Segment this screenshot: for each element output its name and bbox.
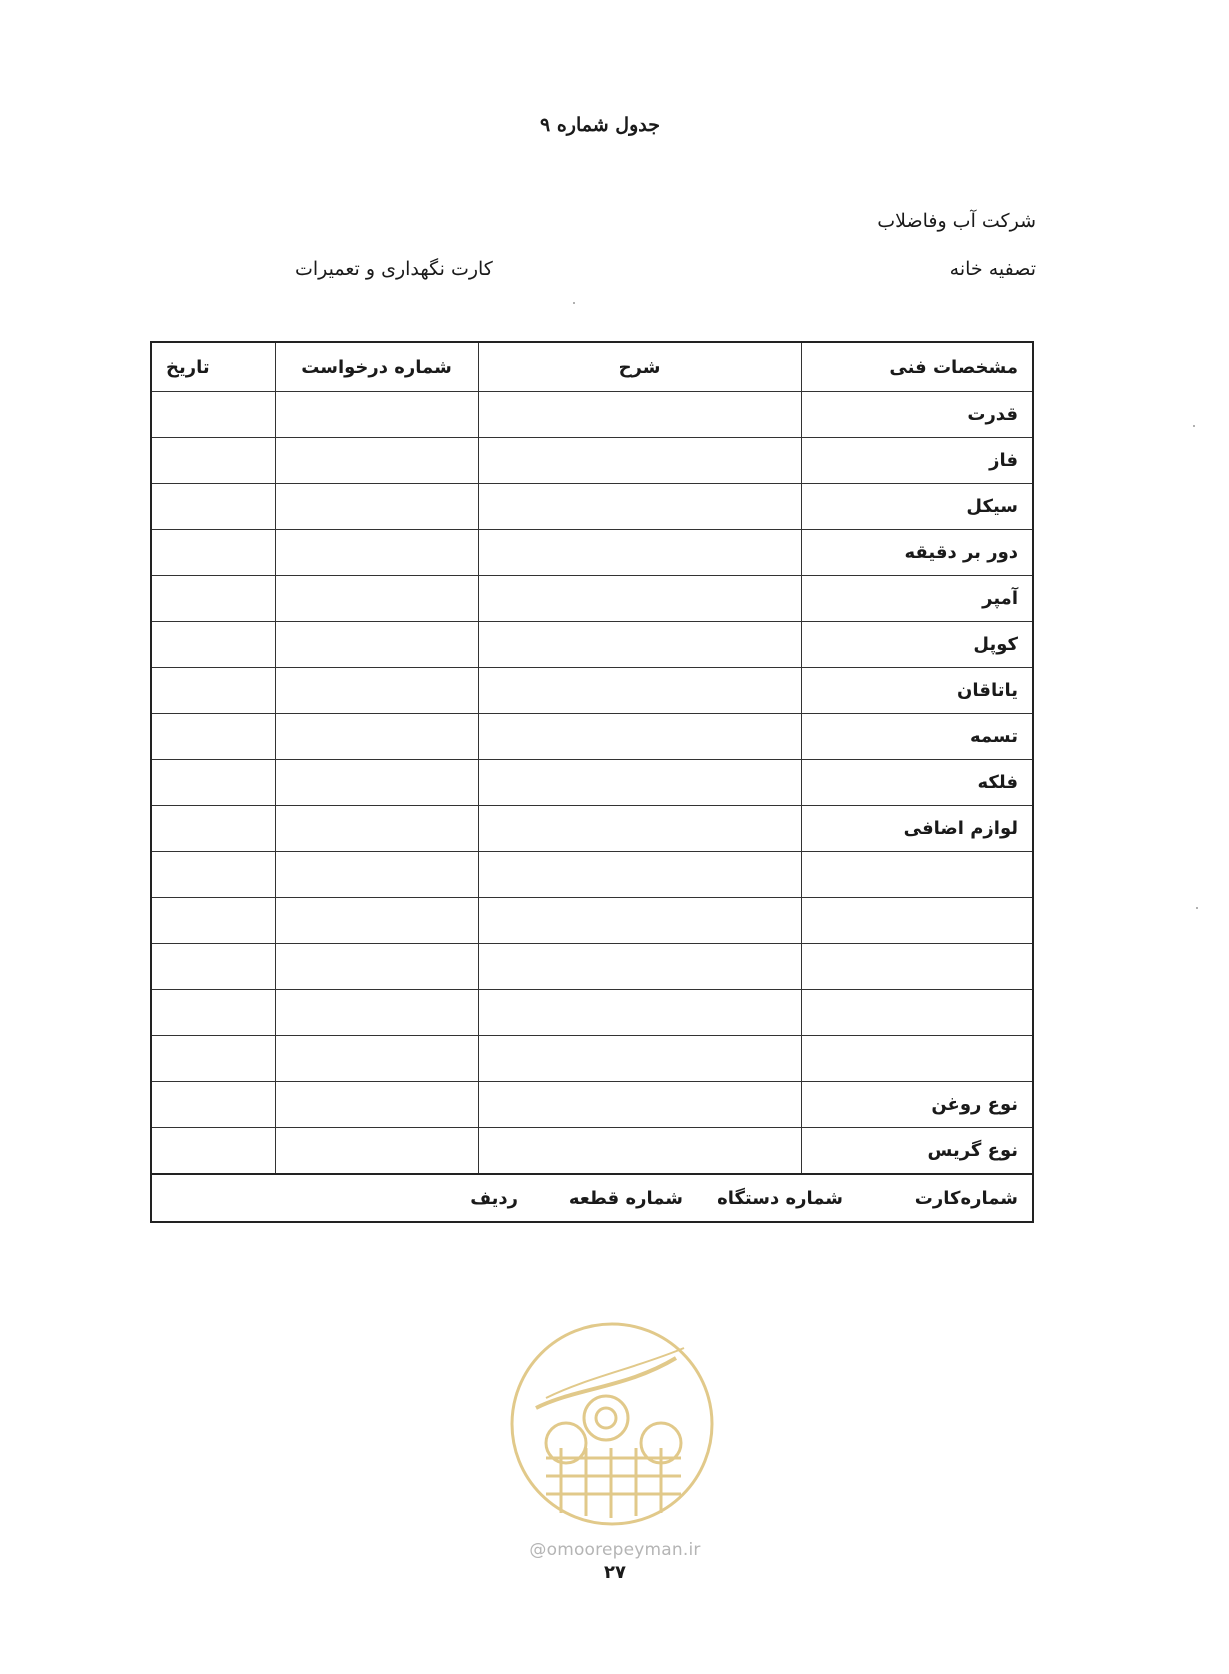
cell-request-number [275,576,478,622]
cell-spec: لوازم اضافی [801,806,1033,852]
card-number-label: شماره‌کارت [914,1187,1018,1209]
cell-date [151,484,275,530]
cell-spec: کوپل [801,622,1033,668]
cell-spec: یاتاقان [801,668,1033,714]
column-header-description: شرح [478,342,801,392]
table-row [151,760,1033,806]
table-row [151,1128,1033,1175]
cell-date [151,576,275,622]
cell-description [478,622,801,668]
cell-request-number [275,622,478,668]
table-body [151,392,1033,1175]
cell-date [151,714,275,760]
omoorepeyman-logo [506,1318,718,1530]
table-row [151,806,1033,852]
cell-date [151,530,275,576]
table-row [151,392,1033,438]
column-header-date: تاریخ [151,342,275,392]
maintenance-card-table [150,341,1034,1223]
table-row [151,852,1033,898]
cell-date [151,392,275,438]
cell-description [478,392,801,438]
cell-date [151,668,275,714]
table-row [151,530,1033,576]
cell-spec: نوع گریس [801,1128,1033,1175]
column-header-specs: مشخصات فنی [801,342,1033,392]
column-header-request-number: شماره درخواست [275,342,478,392]
table-header-row [151,342,1033,392]
cell-request-number [275,1082,478,1128]
part-number-label: شماره قطعه [568,1187,683,1209]
card-title: کارت نگهداری و تعمیرات [295,258,493,280]
cell-description [478,1082,801,1128]
cell-request-number [275,898,478,944]
cell-date [151,622,275,668]
cell-date [151,438,275,484]
cell-request-number [275,1128,478,1175]
company-name: شرکت آب وفاضلاب [877,210,1036,232]
cell-spec: نوع روغن [801,1082,1033,1128]
cell-spec: آمپر [801,576,1033,622]
table-row [151,438,1033,484]
cell-spec [801,944,1033,990]
table-row [151,898,1033,944]
cell-spec: سیکل [801,484,1033,530]
cell-description [478,1036,801,1082]
speck [1193,425,1195,427]
cell-request-number [275,438,478,484]
table-row [151,714,1033,760]
cell-date [151,898,275,944]
cell-request-number [275,668,478,714]
cell-description [478,1128,801,1175]
cell-description [478,714,801,760]
cell-date [151,1082,275,1128]
table-row [151,1082,1033,1128]
footer-cell [151,1174,1033,1222]
table-row [151,990,1033,1036]
cell-date [151,944,275,990]
cell-request-number [275,990,478,1036]
cell-request-number [275,806,478,852]
cell-request-number [275,760,478,806]
cell-description [478,852,801,898]
cell-spec: دور بر دقیقه [801,530,1033,576]
row-number-label: ردیف [470,1187,518,1209]
cell-date [151,1128,275,1175]
footer-fields [166,1188,1018,1209]
table-row [151,622,1033,668]
cell-spec: قدرت [801,392,1033,438]
cell-spec: تسمه [801,714,1033,760]
table-footer-row [151,1174,1033,1222]
plant-name: تصفیه خانه [949,258,1036,280]
cell-date [151,990,275,1036]
cell-spec [801,898,1033,944]
table-row [151,668,1033,714]
cell-spec [801,852,1033,898]
cell-date [151,1036,275,1082]
cell-spec [801,1036,1033,1082]
speck [573,302,575,304]
table-row [151,484,1033,530]
cell-description [478,438,801,484]
cell-description [478,668,801,714]
cell-description [478,806,801,852]
cell-description [478,530,801,576]
cell-date [151,760,275,806]
cell-spec: فاز [801,438,1033,484]
cell-description [478,898,801,944]
cell-description [478,944,801,990]
page-title: جدول شماره ۹ [540,114,660,136]
page-number: ۲۷ [604,1562,626,1583]
cell-request-number [275,392,478,438]
cell-date [151,852,275,898]
table-row [151,944,1033,990]
device-number-label: شماره دستگاه [717,1187,843,1209]
cell-request-number [275,530,478,576]
cell-spec: فلکه [801,760,1033,806]
cell-request-number [275,944,478,990]
website-watermark: @omoorepeyman.ir [529,1540,701,1560]
table-row [151,1036,1033,1082]
cell-spec [801,990,1033,1036]
cell-date [151,806,275,852]
cell-description [478,576,801,622]
cell-request-number [275,714,478,760]
cell-description [478,484,801,530]
cell-request-number [275,484,478,530]
cell-request-number [275,852,478,898]
cell-request-number [275,1036,478,1082]
table-row [151,576,1033,622]
cell-description [478,760,801,806]
cell-description [478,990,801,1036]
speck [1196,907,1198,909]
